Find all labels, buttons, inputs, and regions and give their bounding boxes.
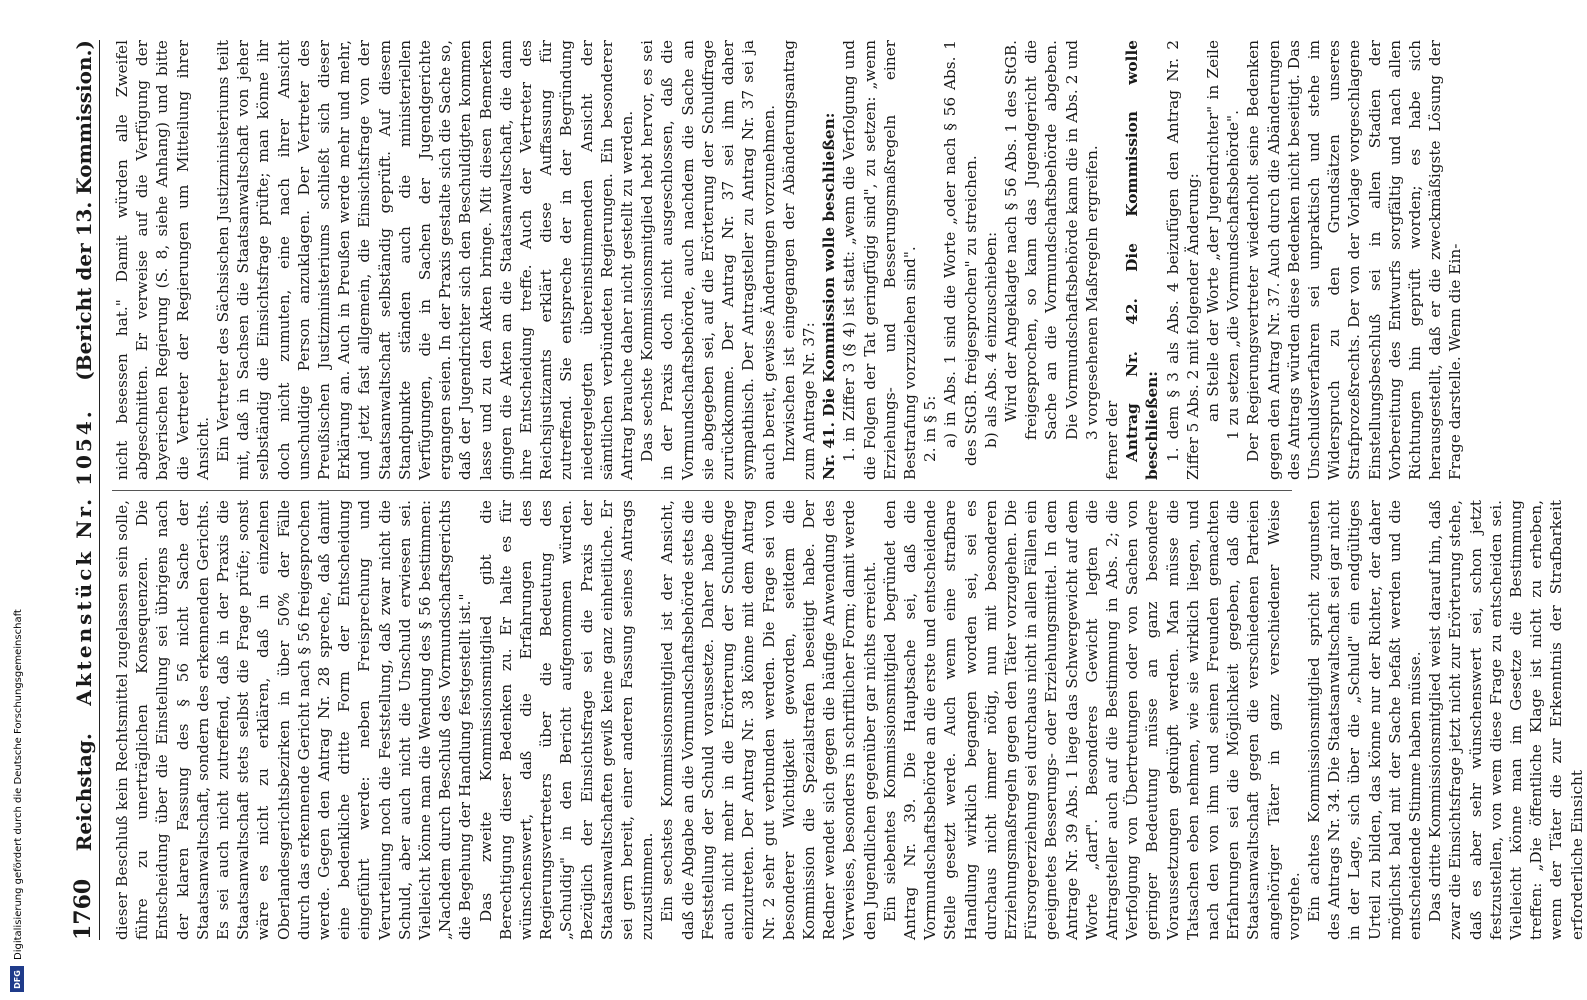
paragraph: Ein achtes Kommissionsmitglied spricht zugunsten des Antrags Nr. 34. Die Staatsanwaltschaft sei gar nicht in der Lage, sich über die „Schuld" ein endgültiges Urteil zu bilden, das könne nur der Richter, der daher möglichst bald mit der Sache befaßt werden und die entscheidende Stimme haben müsse. bbox=[1304, 500, 1424, 940]
paragraph: Ein sechstes Kommissionsmitglied ist der Ansicht, daß die Abgabe an die Vormundschaftsbehörde stets die Feststellung der Schuld voraussetze. Daher habe die auch nicht mehr in die Erörterung der Schuldfrage einzutreten. Der Antrag Nr. 38 könne mit dem Antrag Nr. 2 sehr gut verbunden werden. Die Frage sei von besonderer Wichtigkeit geworden, seitdem die Kommission die Spezialstrafen beseitigt habe. Der Redner wendet sich gegen die häufige Anwendung des Verweises, besonders in schriftlicher Form; damit werde den Jugendlichen gegenüber gar nichts erreicht. bbox=[658, 500, 879, 940]
footer-credit: Digitalisierung gefördert durch die Deutsche Forschungsgemeinschaft bbox=[13, 609, 24, 960]
page-content bbox=[60, 40, 1586, 940]
motion-item: 2. in § 5: bbox=[921, 395, 940, 462]
header-title-right: (Bericht der 13. Kommission.) bbox=[72, 40, 96, 381]
ferner-line: ferner der bbox=[1102, 400, 1121, 480]
motion-item: a) in Abs. 1 sind die Worte „oder nach § 56 Abs. 1 des StGB. freigesprochen" zu streichen. bbox=[941, 40, 980, 466]
header-title-left: Reichstag. bbox=[72, 733, 96, 852]
paragraph: Das sechste Kommissionsmitglied hebt hervor, es sei in der Praxis doch nicht ausgeschlossen, daß die Vormundschaftsbehörde, auch nachdem die Sache an sie abgegeben sei, auf die Erörterung der Schuldfrage zurückkomme. Der Antrag Nr. 37 sei ihm daher sympathisch. Der Antragsteller zu Antrag Nr. 37 sei ja auch bereit, gewisse Änderungen vorzunehmen. bbox=[638, 40, 778, 480]
paragraph: Inzwischen ist eingegangen der Abänderungsantrag zum Antrage Nr. 37: bbox=[779, 40, 818, 480]
left-column bbox=[112, 500, 1586, 940]
right-column bbox=[112, 40, 1465, 480]
paragraph: Das zweite Kommissionsmitglied gibt die Berechtigung dieser Bedenken zu. Er halte es für wünschenswert, daß die Erfahrungen des Regierungsvertreters über die Bedeutung des „Schuldig" in den Bericht aufgenommen würden. Bezüglich der Einsichtsfrage sei die Praxis der Staatsanwaltschaften gewiß keine ganz einheitliche. Er sei gern bereit, einer anderen Fassung seines Antrags zuzustimmen. bbox=[476, 500, 657, 940]
rotated-page bbox=[40, 0, 1586, 1000]
paragraph: Ein siebentes Kommissionsmitglied begründet den Antrag Nr. 39. Die Hauptsache sei, daß die Vormundschaftsbehörde an die erste und entscheidende Stelle gesetzt werde. Auch wenn eine strafbare Handlung wirklich begangen worden sei, sei es durchaus nicht immer nötig, nun mit besonderen Erziehungsmaßregeln gegen den Täter vorzugehen. Die Fürsorgeerziehung sei durchaus nicht in allen Fällen ein geeignetes Besserungs- oder Erziehungsmittel. In dem Antrage Nr. 39 Abs. 1 liege das Schwergewicht auf dem Worte „darf". Besonderes Gewicht legten die Antragsteller auch auf die Bestimmung in Abs. 2; die Verfolgung von Übertretungen oder von Sachen von geringer Bedeutung müsse an ganz besondere Voraussetzungen geknüpft werden. Man müsse die Tatsachen eben nehmen, wie sie wirklich liegen, und nach den von ihm und seinen Freunden gemachten Erfahrungen sei die Möglichkeit gegeben, daß die Staatsanwaltschaft gegen die verschiedenen Parteien angehöriger Täter in ganz verschiedener Weise vorgehe. bbox=[880, 500, 1303, 940]
motion-item: an Stelle der Worte „der Jugendrichter" in Zeile 1 zu setzen „die Vormundschaftsbehörde". bbox=[1203, 40, 1243, 440]
motion-41-heading: Nr. 41. Die Kommission wolle beschließen: bbox=[820, 112, 839, 480]
column-divider bbox=[112, 490, 1292, 491]
motion-item: b) als Abs. 4 einzuschieben: bbox=[981, 231, 1000, 448]
paragraph: dieser Beschluß kein Rechtsmittel zugelassen sein solle, führe zu unerträglichen Konsequenzen. Die Entscheidung über die Einstellung sei übrigens nach der klaren Fassung des § 56 nicht Sache der Staatsanwaltschaft, sondern des erkennenden Gerichts. Es sei auch nicht zutreffend, daß in der Praxis die Staatsanwaltschaft stets selbst die Frage prüfe; sonst wäre es nicht zu erklären, daß in einzelnen Oberlandesgerichtsbezirken in über 50% der Fälle durch das erkennende Gericht nach § 56 freigesprochen werde. Gegen den Antrag Nr. 28 spreche, daß damit eine bedenkliche dritte Form der Entscheidung eingeführt werde: neben Freisprechung und Verurteilung noch die Feststellung, daß zwar nicht die Schuld, aber auch nicht die Unschuld erwiesen sei. Vielleicht könne man die Wendung des § 56 bestimmen: „Nachdem durch Beschluß des Vormundschaftsgerichts die Begehung der Handlung festgestellt ist." bbox=[113, 500, 475, 940]
dfg-logo-icon bbox=[10, 966, 24, 992]
paragraph: nicht besessen hat." Damit würden alle Zweifel abgeschnitten. Er verweise auf die Verfügung der bayerischen Regierung (S. 8, siehe Anhang) und bitte die Vertreter der Regierungen um Mitteilung ihrer Ansicht. bbox=[113, 40, 212, 480]
motion-42-heading: Antrag Nr. 42. Die Kommission wolle beschließen: bbox=[1123, 40, 1162, 480]
motion-item: 1. dem § 3 als Abs. 4 beizufügen den Antrag Nr. 2 Ziffer 5 Abs. 2 mit folgender Änderung: bbox=[1163, 40, 1202, 480]
header-title-mid: Aktenstück Nr. 1054. bbox=[72, 408, 96, 706]
page-number: 1760 bbox=[70, 878, 96, 940]
paragraph: Ein Vertreter des Sächsischen Justizministeriums teilt mit, daß in Sachsen die Staatsanwaltschaft von jeher selbständig die Einsichtsfrage prüfte; man könne ihr doch nicht zumuten, eine nach ihrer Ansicht unschuldige Person anzuklagen. Der Vertreter des Preußischen Justizministeriums schließt sich dieser Erklärung an. Auch in Preußen werde mehr und mehr, und jetzt fast allgemein, die Einsichtsfrage von der Staatsanwaltschaft selbständig geprüft. Auf diesem Standpunkte ständen auch die ministeriellen Verfügungen, die in Sachen der Jugendgerichte ergangen seien. In der Praxis gestalte sich die Sache so, daß der Jugendrichter sich den Beschuldigten kommen lasse und zu den Akten bringe. Mit diesen Bemerken gingen die Akten an die Staatsanwaltschaft, die dann ihre Entscheidung treffe. Auch der Vertreter des Reichsjustizamts erklärt diese Auffassung für zutreffend. Sie entspreche der in der Begründung niedergelegten übereinstimmenden Ansicht der sämtlichen verbündeten Regierungen. Ein besonderer Antrag brauche daher nicht gestellt zu werden. bbox=[214, 40, 637, 480]
motion-item: Wird der Angeklagte nach § 56 Abs. 1 des StGB. freigesprochen, so kann das Jugendgericht die Sache an die Vormundschaftsbehörde abgeben. Die Vormundschaftsbehörde kann die in Abs. 2 und 3 vorgesehenen Maßregeln ergreifen. bbox=[1001, 40, 1101, 440]
paragraph: Das dritte Kommissionsmitglied weist darauf hin, daß zwar die Einsichtsfrage jetzt nicht zur Erörterung stehe, daß es aber sehr wünschenswert sei, schon jetzt festzustellen, von wem diese Frage zu entscheiden sei. Vielleicht könne man im Gesetze die Bestimmung treffen: „Die öffentliche Klage ist nicht zu erheben, wenn der Täter die zur Erkenntnis der Strafbarkeit erforderliche Einsicht bbox=[1426, 500, 1586, 940]
page-header bbox=[60, 40, 100, 940]
footer bbox=[8, 0, 24, 1000]
motion-item: 1. in Ziffer 3 (§ 4) ist statt: „wenn die Verfolgung und die Folgen der Tat geringfügig sind", zu setzen: „wenn Erziehungs- und Besserungsmaßregeln einer Bestrafung vorzuziehen sind". bbox=[840, 40, 919, 480]
dfg-logo-text: DFG bbox=[12, 969, 22, 989]
paragraph: Der Regierungsvertreter wiederholt seine Bedenken gegen den Antrag Nr. 37. Auch durch die Abänderungen des Antrags würden diese Bedenken nicht beseitigt. Das Unschuldsverfahren sei unpraktisch und stehe im Widerspruch zu den Grundsätzen unseres Strafprozeßrechts. Der von der Vorlage vorgeschlagene Einstellungsbeschluß sei in allen Stadien der Vorbereitung des Entwurfs sorgfältig und nach allen Richtungen hin geprüft worden; es habe sich herausgestellt, daß er die zweckmäßigste Lösung der Frage darstelle. Wenn die Ein- bbox=[1244, 40, 1465, 480]
